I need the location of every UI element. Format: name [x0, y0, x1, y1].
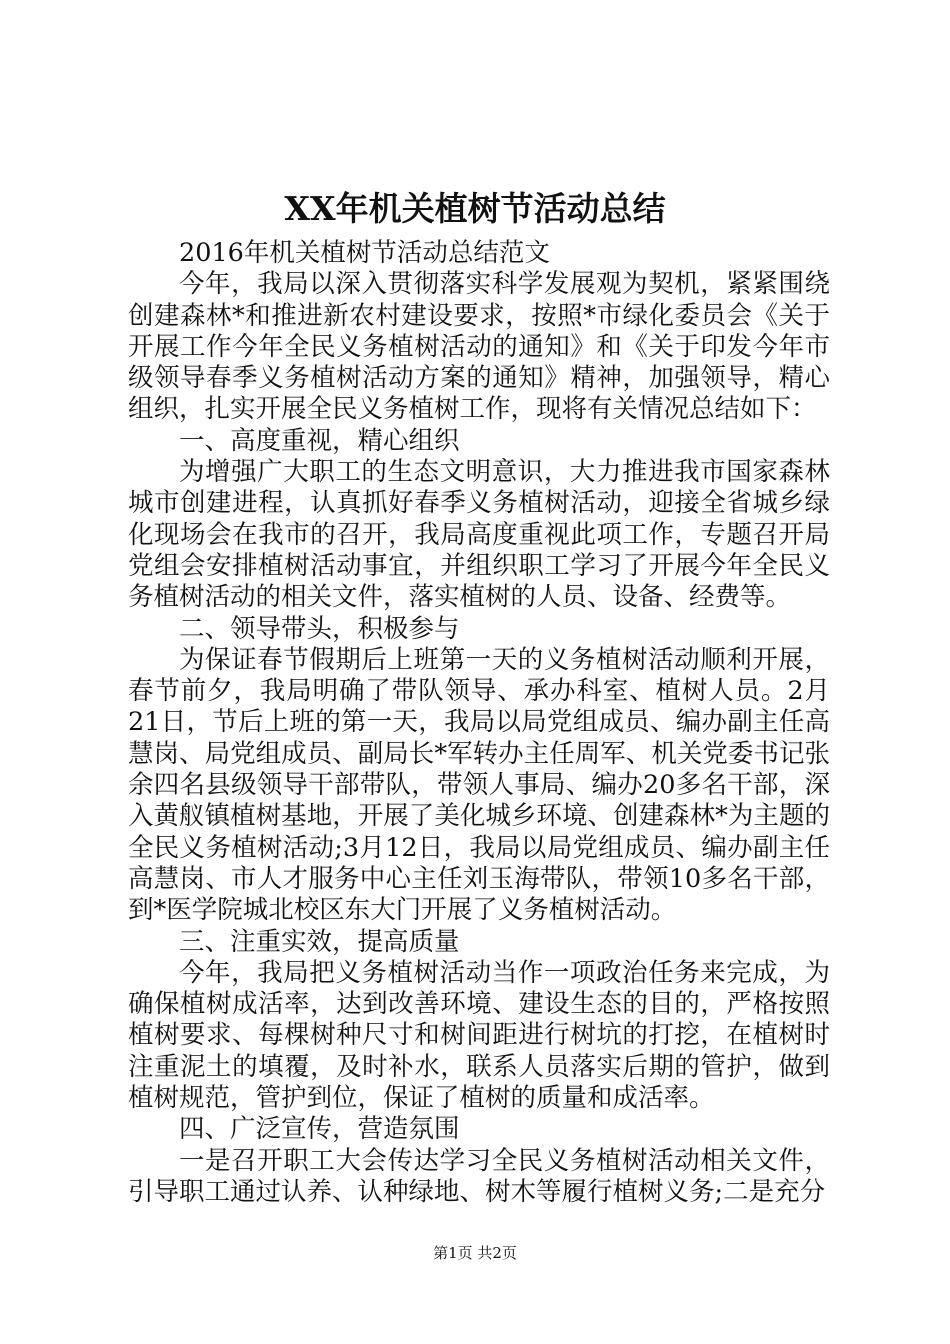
document-subtitle: 2016年机关植树节活动总结范文	[179, 238, 550, 268]
section-heading-4: 四、广泛宣传，营造氛围	[179, 1114, 460, 1145]
paragraph-section-4: 一是召开职工大会传达学习全民义务植树活动相关文件，引导职工通过认养、认种绿地、树木等履行植树义务;二是充分	[128, 1145, 830, 1207]
section-heading-2: 二、领导带头，积极参与	[179, 613, 460, 644]
document-body	[128, 238, 830, 1208]
section-heading-3: 三、注重实效，提高质量	[179, 926, 460, 957]
paragraph-intro: 今年，我局以深入贯彻落实科学发展观为契机，紧紧围绕创建森林*和推进新农村建设要求，按照*市绿化委员会《关于开展工作今年全民义务植树活动的通知》和《关于印发今年市级领导春季义务植树活动方案的通知》精神，加强领导，精心组织，扎实开展全民义务植树工作，现将有关情况总结如下：	[128, 269, 830, 425]
paragraph-section-1: 为增强广大职工的生态文明意识，大力推进我市国家森林城市创建进程，认真抓好春季义务植树活动，迎接全省城乡绿化现场会在我市的召开，我局高度重视此项工作，专题召开局党组会安排植树活动事宜，并组织职工学习了开展今年全民义务植树活动的相关文件，落实植树的人员、设备、经费等。	[128, 457, 830, 613]
document-title: XX年机关植树节活动总结	[284, 189, 666, 228]
page-indicator: 第1页 共2页	[433, 1244, 517, 1262]
paragraph-section-2: 为保证春节假期后上班第一天的义务植树活动顺利开展，春节前夕，我局明确了带队领导、承办科室、植树人员。2月21日，节后上班的第一天，我局以局党组成员、编办副主任高慧岗、局党组成员、副局长*军转办主任周军、机关党委书记张余四名县级领导干部带队，带领人事局、编办20多名干部，深入黄舣镇植树基地，开展了美化城乡环境、创建森林*为主题的全民义务植树活动;3月12日，我局以局党组成员、编办副主任高慧岗、市人才服务中心主任刘玉海带队，带领10多名干部，到*医学院城北校区东大门开展了义务植树活动。	[128, 644, 830, 926]
paragraph-section-3: 今年，我局把义务植树活动当作一项政治任务来完成，为确保植树成活率，达到改善环境、建设生态的目的，严格按照植树要求、每棵树种尺寸和树间距进行树坑的打挖，在植树时注重泥土的填覆，及时补水，联系人员落实后期的管护，做到植树规范，管护到位，保证了植树的质量和成活率。	[128, 957, 830, 1114]
section-heading-1: 一、高度重视，精心组织	[179, 425, 460, 456]
